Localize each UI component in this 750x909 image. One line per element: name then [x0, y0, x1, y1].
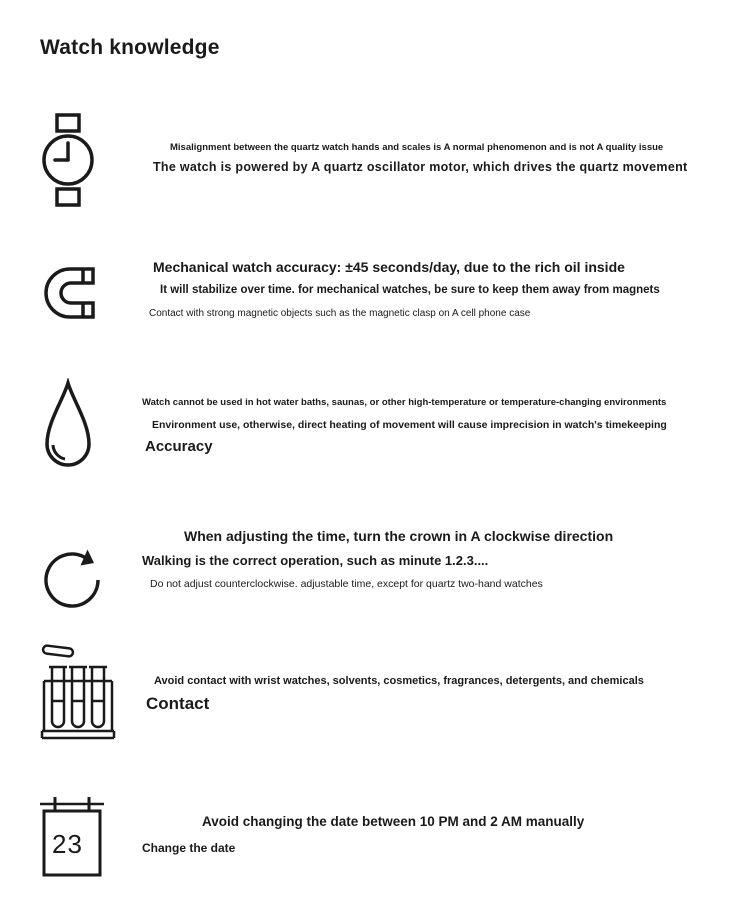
section-statement: The watch is powered by A quartz oscillator motor, which drives the quartz movement: [153, 160, 688, 175]
section-note: Do not adjust counterclockwise. adjustable time, except for quartz two-hand watches: [150, 578, 543, 591]
water-drop-icon: [40, 378, 96, 483]
section-magnetism: [40, 256, 746, 346]
section-note: Watch cannot be used in hot water baths, saunas, or other high-temperature or temperature-changing environments: [142, 397, 667, 408]
clockwise-arrow-icon: [40, 522, 104, 619]
section-chemical-contact: [40, 643, 746, 753]
magnet-icon: [40, 264, 96, 327]
section-note: Contact with strong magnetic objects such as the magnetic clasp on A cell phone case: [149, 307, 531, 319]
calendar-icon: [40, 795, 104, 879]
section-statement: When adjusting the time, turn the crown in A clockwise direction: [184, 528, 614, 544]
section-text-block: [140, 528, 613, 591]
section-statement: Environment use, otherwise, direct heating of movement will cause imprecision in watch's timekeeping: [152, 419, 667, 432]
section-text-block: [145, 259, 660, 320]
section-temperature-accuracy: [40, 375, 746, 485]
section-heading: Change the date: [142, 841, 236, 856]
section-statement: Avoid contact with wrist watches, solvents, cosmetics, fragrances, detergents, and chemicals: [154, 675, 644, 687]
section-text-block: [140, 397, 667, 456]
section-quartz-movement: [40, 112, 746, 232]
section-note: Misalignment between the quartz watch hands and scales is A normal phenomenon and is not A quality issue: [170, 142, 664, 153]
section-text-block: [145, 142, 688, 175]
section-text-block: [142, 675, 644, 715]
calendar-day-number: 23: [52, 829, 83, 859]
section-statement: Avoid changing the date between 10 PM and 2 AM manually: [202, 814, 585, 829]
section-heading: Contact: [146, 694, 210, 714]
page-title: Watch knowledge: [40, 36, 220, 59]
section-crown-adjustment: [40, 518, 746, 618]
section-text-block: [140, 814, 584, 856]
section-statement: It will stabilize over time. for mechanical watches, be sure to keep them away from magnets: [160, 283, 660, 296]
section-change-date: [40, 790, 746, 885]
section-statement: Mechanical watch accuracy: ±45 seconds/day, due to the rich oil inside: [153, 259, 625, 275]
section-heading: Accuracy: [145, 437, 213, 455]
test-tubes-icon: [40, 643, 116, 748]
section-statement: Walking is the correct operation, such as minute 1.2.3....: [142, 552, 489, 568]
watch-icon: [40, 112, 96, 213]
